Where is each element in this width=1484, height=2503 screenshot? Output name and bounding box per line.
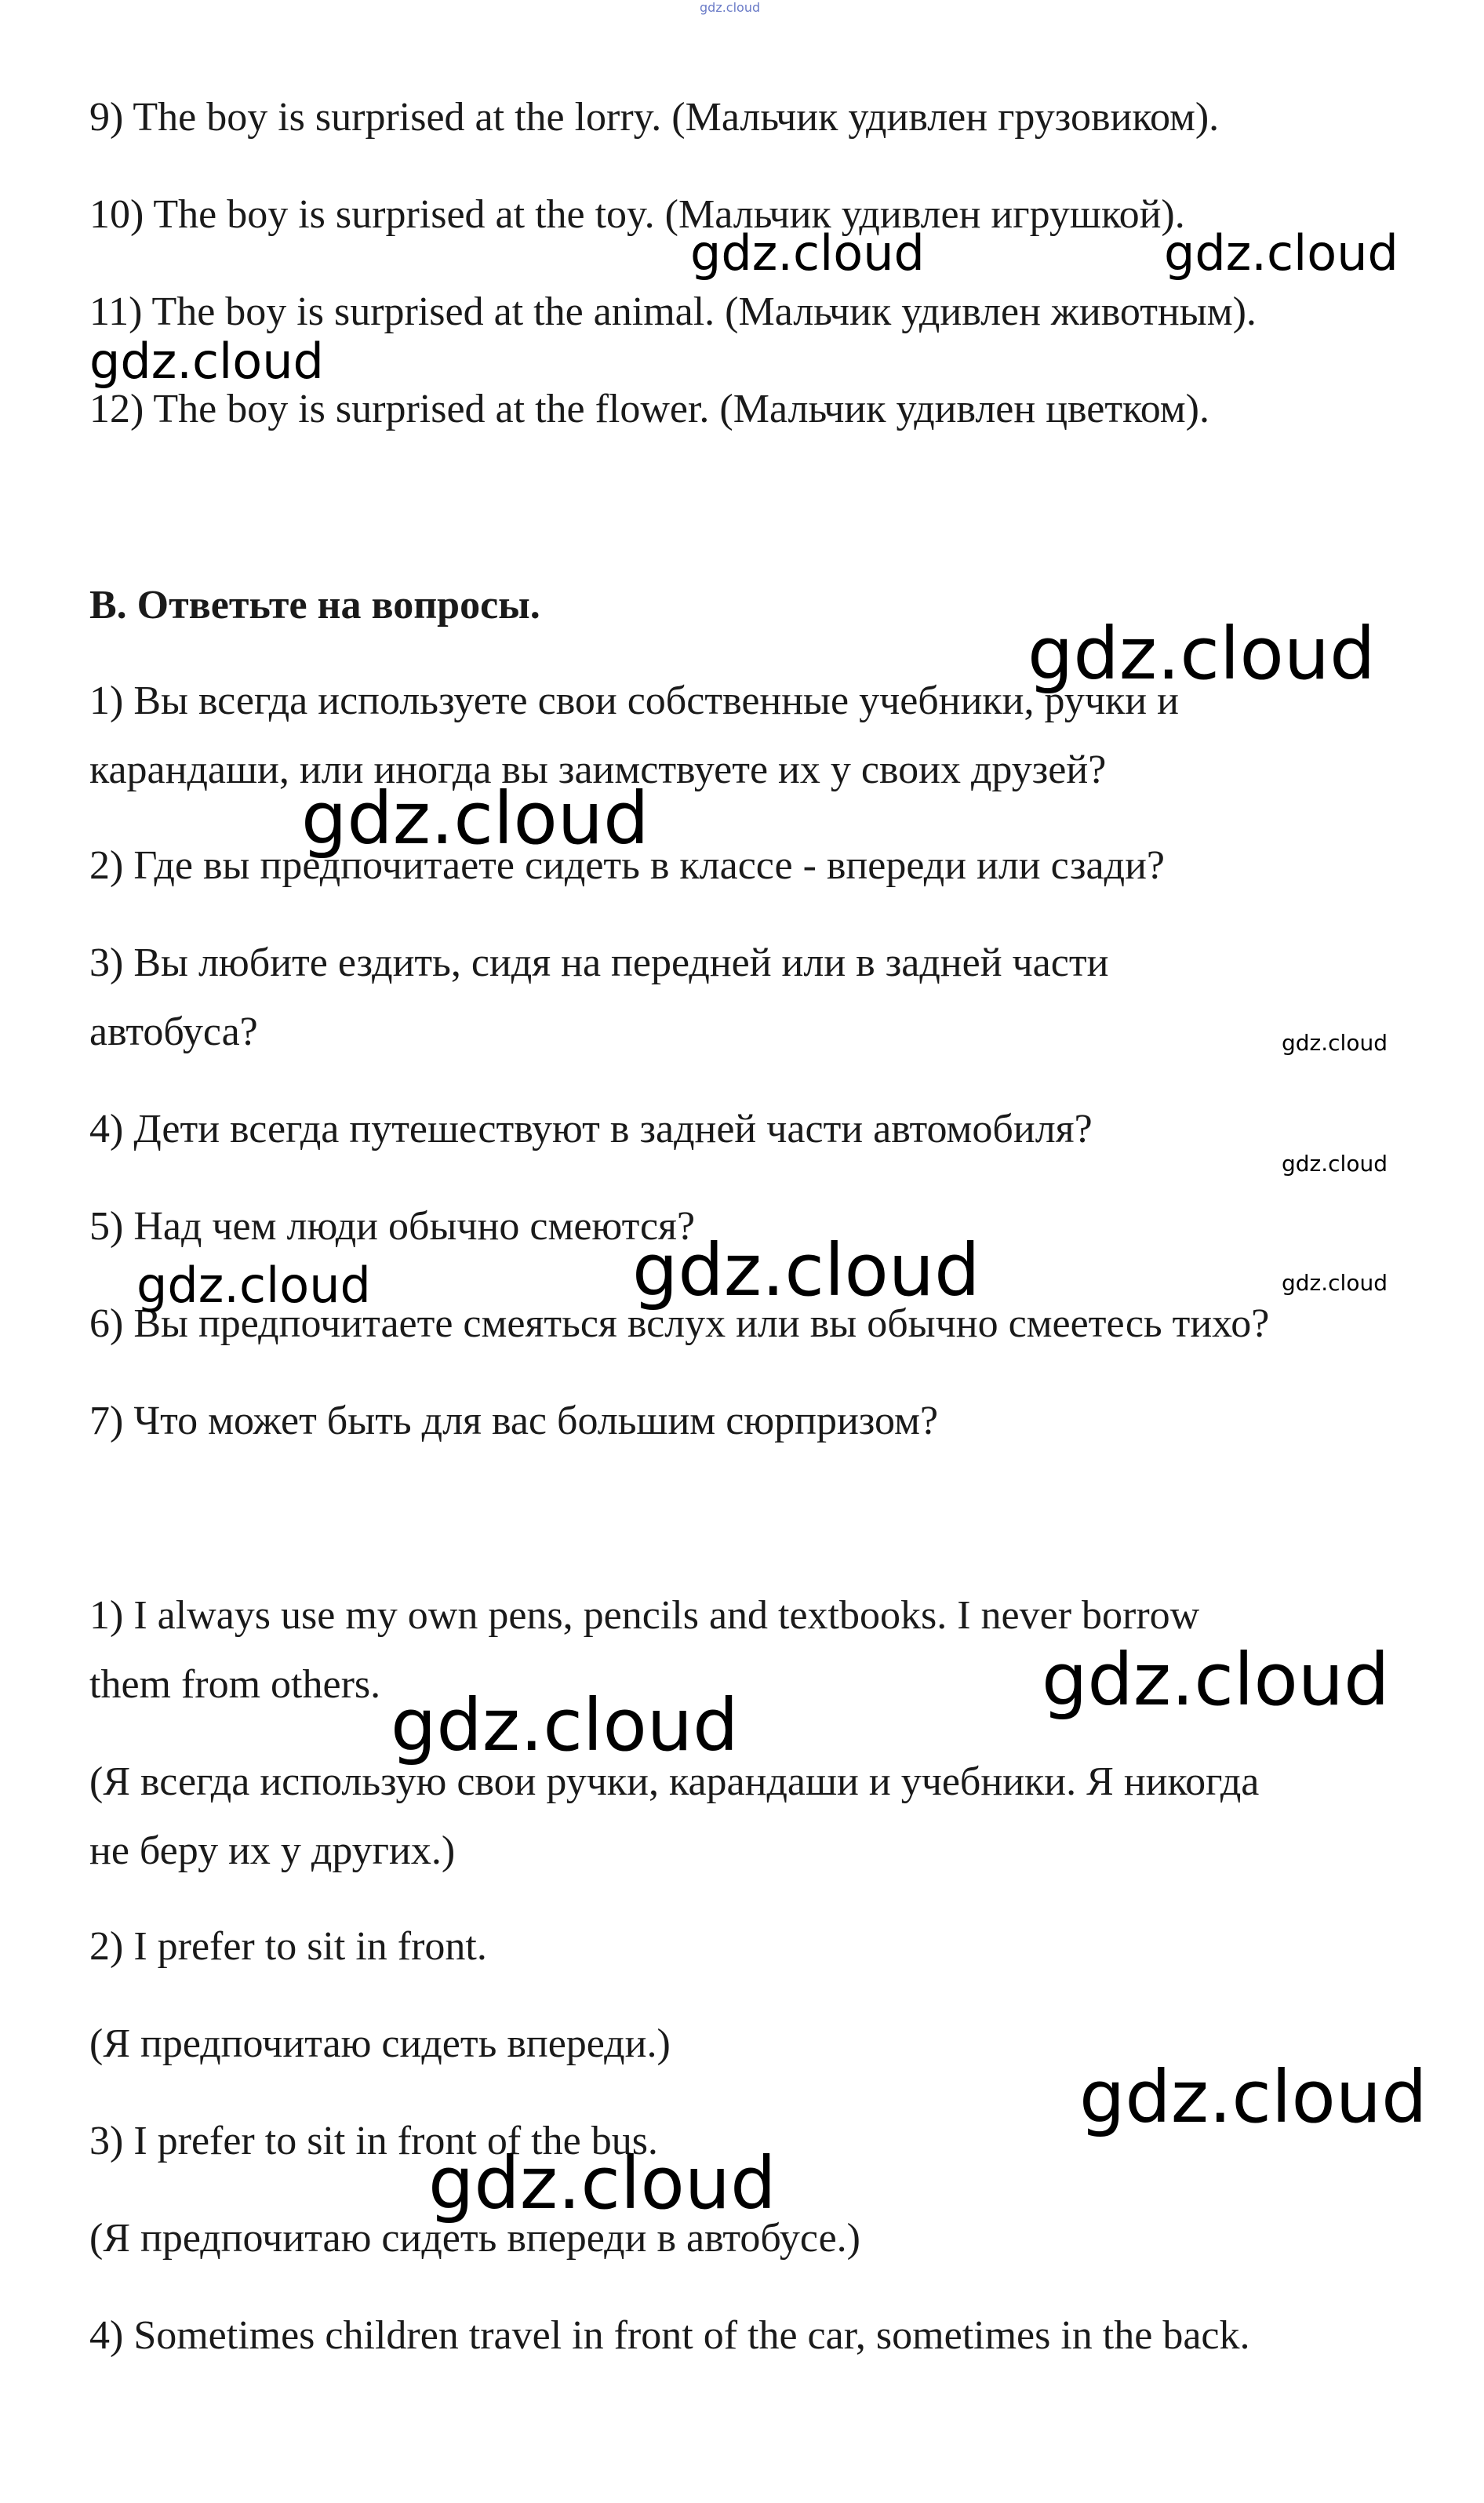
question-line: карандаши, или иногда вы заимствуете их у своих друзей? <box>89 748 1107 792</box>
watermark: gdz.cloud <box>1028 612 1376 696</box>
watermark: gdz.cloud <box>1282 1270 1388 1296</box>
watermark: gdz.cloud <box>690 224 925 282</box>
answer-line: them from others. <box>89 1662 381 1707</box>
watermark: gdz.cloud <box>136 1257 371 1314</box>
watermark: gdz.cloud <box>632 1228 980 1312</box>
answer-line: не беру их у других.) <box>89 1828 456 1873</box>
answer-line: (Я предпочитаю сидеть впереди.) <box>89 2021 671 2066</box>
watermark: gdz.cloud <box>1164 224 1399 282</box>
sentence-line: 9) The boy is surprised at the lorry. (Мальчик удивлен грузовиком). <box>89 95 1220 140</box>
watermark: gdz.cloud <box>1282 1151 1388 1177</box>
section-heading: B. Ответьте на вопросы. <box>89 583 540 628</box>
question-line: автобуса? <box>89 1010 258 1054</box>
sentence-line: 10) The boy is surprised at the toy. (Мальчик удивлен игрушкой). <box>89 192 1185 237</box>
watermark: gdz.cloud <box>428 2141 777 2225</box>
answer-line: (Я предпочитаю сидеть впереди в автобусе.) <box>89 2216 860 2261</box>
sentence-line: 12) The boy is surprised at the flower. (Мальчик удивлен цветком). <box>89 387 1209 431</box>
watermark: gdz.cloud <box>1282 1030 1388 1056</box>
question-line: 6) Вы предпочитаете смеяться вслух или вы обычно смеетесь тихо? <box>89 1301 1270 1346</box>
watermark: gdz.cloud <box>301 777 649 860</box>
sentence-line: 11) The boy is surprised at the animal. (Мальчик удивлен животным). <box>89 289 1257 334</box>
answer-line: 2) I prefer to sit in front. <box>89 1924 487 1969</box>
answer-line: 1) I always use my own pens, pencils and textbooks. I never borrow <box>89 1593 1200 1638</box>
question-line: 5) Над чем люди обычно смеются? <box>89 1204 696 1249</box>
watermark: gdz.cloud <box>1079 2055 1428 2139</box>
watermark: gdz.cloud <box>89 333 324 390</box>
question-line: 4) Дети всегда путешествуют в задней части автомобиля? <box>89 1107 1093 1151</box>
watermark: gdz.cloud <box>1042 1638 1390 1722</box>
question-line: 3) Вы любите ездить, сидя на передней или в задней части <box>89 940 1109 985</box>
answer-line: 3) I prefer to sit in front of the bus. <box>89 2119 658 2163</box>
question-line: 7) Что может быть для вас большим сюрпризом? <box>89 1399 939 1443</box>
question-line: 1) Вы всегда используете свои собственные учебники, ручки и <box>89 679 1179 723</box>
header-watermark: gdz.cloud <box>700 0 761 15</box>
answer-line: 4) Sometimes children travel in front of the car, sometimes in the back. <box>89 2313 1250 2358</box>
question-line: 2) Где вы предпочитаете сидеть в классе - впереди или сзади? <box>89 843 1165 888</box>
watermark: gdz.cloud <box>391 1683 739 1767</box>
answer-line: (Я всегда использую свои ручки, карандаши и учебники. Я никогда <box>89 1759 1260 1804</box>
